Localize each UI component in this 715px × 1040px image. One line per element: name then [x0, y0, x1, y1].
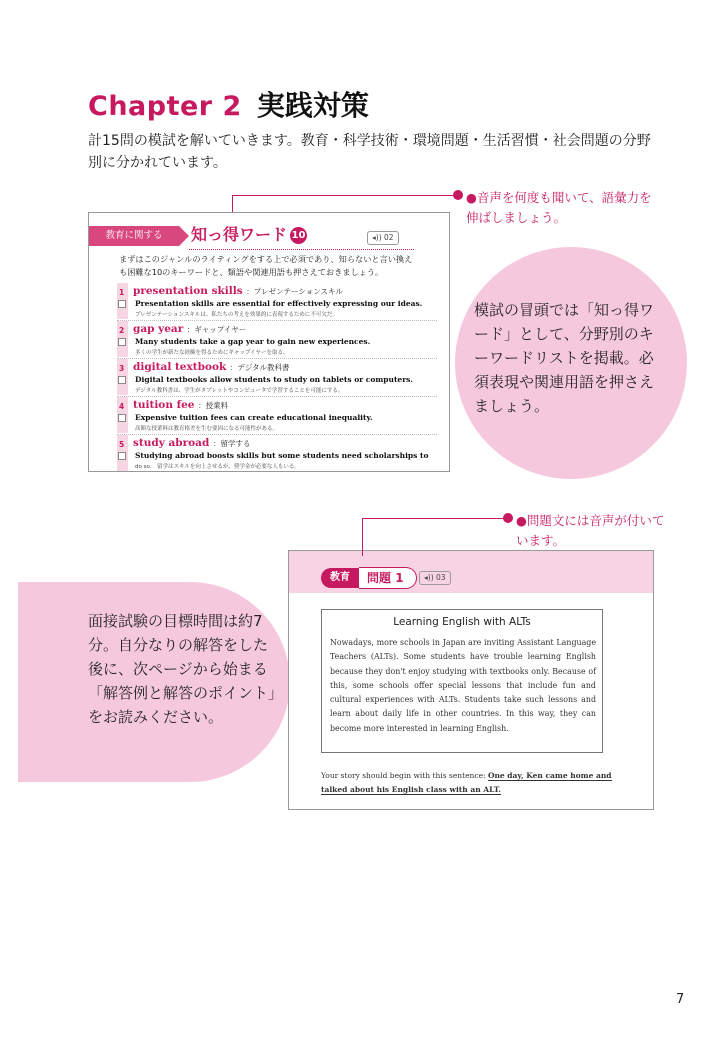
keyword-term [133, 285, 343, 297]
keyword-explanation: 模試の冒頭では「知っ得ワード」として、分野別のキーワードリストを掲載。必須表現や関連用語を押さえましょう。 [474, 301, 655, 415]
keyword-number: 2 [119, 326, 125, 335]
keyword-term-text: tuition fee [133, 399, 195, 411]
audio-track-badge [419, 571, 451, 585]
instruction-prefix: Your story should begin with this sentence: [321, 771, 488, 780]
keyword-heading-text: 知っ得ワード [191, 225, 288, 244]
page-number: 7 [676, 992, 685, 1007]
keyword-example: Studying abroad boosts skills but some students need scholarships to [135, 451, 429, 460]
keyword-translation: 多くの学生が新たな経験を得るためにギャップイヤーを取る。 [135, 350, 289, 356]
keyword-heading [191, 222, 307, 245]
keyword-translation: do so. 留学はスキルを向上させるが、奨学金が必要な人もいる。 [135, 464, 300, 470]
chapter-title-ja: 実践対策 [256, 89, 369, 122]
problem-instruction [321, 769, 621, 797]
keyword-gloss: ：デジタル教科書 [229, 363, 290, 372]
callout-problem-note: ●問題文には音声が付いています。 [516, 513, 665, 548]
audio-track-number: 02 [384, 233, 394, 242]
keyword-number: 1 [119, 288, 125, 297]
keyword-intro-line: まずはこのジャンルのライティングをする上で必須であり、知らないと言い換え [119, 254, 413, 264]
keyword-term [133, 323, 246, 335]
keyword-page-sample [88, 212, 450, 472]
checkbox-icon [118, 338, 126, 346]
keyword-term-text: study abroad [133, 437, 210, 449]
keyword-example: Expensive tuition fees can create educational inequality. [135, 413, 373, 422]
keyword-example: Many students take a gap year to gain new experiences. [135, 337, 371, 346]
keyword-term-text: gap year [133, 323, 184, 335]
problem-number: 1 [395, 571, 404, 585]
keyword-intro [119, 253, 429, 279]
keyword-item [117, 359, 437, 397]
keyword-number-badge: 10 [290, 227, 307, 244]
interview-explanation: 面接試験の目標時間は約7分。自分なりの解答をした後に、次ページから始まる「解答例と解答のポイント」をお読みください。 [88, 612, 276, 726]
audio-track-number: 03 [436, 573, 446, 582]
keyword-example: Digital textbooks allow students to study on tablets or computers. [135, 375, 413, 384]
keyword-intro-line: も困難な10のキーワードと、類語や関連用語も押さえておきましょう。 [119, 267, 384, 277]
passage-body: Nowadays, more schools in Japan are inviting Assistant Language Teachers (ALTs). Some students have trouble learning English because they don't enjoy studying with textbooks only. Because of this, some schools offer special lessons that include fun and cultural experiences with ALTs. Students take such lessons and learn about daily life in other countries. In this way, they can become more interested in learning English. [330, 638, 596, 733]
keyword-gloss: ：プレゼンテーションスキル [246, 287, 343, 296]
keyword-number: 5 [119, 440, 125, 449]
keyword-number: 4 [119, 402, 125, 411]
checkbox-icon [118, 414, 126, 422]
keyword-term [133, 437, 250, 449]
callout-dot-icon [453, 190, 463, 200]
keyword-translation: デジタル教科書は、学生がタブレットやコンピュータで学習することを可能にする。 [135, 388, 344, 394]
chapter-title [88, 84, 369, 124]
callout-dot-icon [503, 513, 513, 523]
callout-audio-note: ●音声を何度も聞いて、語彙力を伸ばしましょう。 [466, 190, 652, 225]
keyword-gloss: ：ギャップイヤー [186, 325, 247, 334]
callout-leader-line [232, 195, 458, 196]
keyword-underline [189, 246, 414, 250]
keyword-term [133, 361, 289, 373]
problem-label [359, 567, 417, 589]
keyword-tab: 教育に関する [89, 226, 179, 246]
keyword-item [117, 397, 437, 435]
audio-track-badge [367, 231, 399, 245]
speaker-icon: ◂)) [424, 573, 437, 582]
checkbox-icon [118, 376, 126, 384]
chapter-title-en: Chapter 2 [88, 91, 242, 122]
keyword-example: Presentation skills are essential for effectively expressing our ideas. [135, 299, 423, 308]
problem-label-text: 問題 [367, 571, 392, 585]
passage-title: Learning English with ALTs [393, 616, 531, 628]
keyword-translation: プレゼンテーションスキルは、私たちの考えを効果的に表現するために不可欠だ。 [135, 312, 338, 318]
checkbox-icon [118, 452, 126, 460]
checkbox-icon [118, 300, 126, 308]
keyword-item [117, 321, 437, 359]
keyword-item [117, 435, 437, 472]
problem-page-sample [288, 550, 654, 810]
keyword-header [89, 221, 449, 251]
keyword-item [117, 283, 437, 321]
problem-passage-box [321, 609, 603, 753]
speaker-icon: ◂)) [372, 233, 385, 242]
keyword-gloss: ：留学する [212, 439, 251, 448]
keyword-term-text: presentation skills [133, 285, 243, 297]
callout-leader-line [362, 518, 506, 519]
chapter-intro: 計15問の模試を解いていきます。教育・科学技術・環境問題・生活習慣・社会問題の分野別に分かれています。 [88, 133, 651, 171]
keyword-number: 3 [119, 364, 125, 373]
keyword-translation: 高額な授業料は教育格差を生む要因になる可能性がある。 [135, 426, 279, 432]
instruction-sentence: One day, Ken came home and talked about his English class with an ALT. [321, 771, 612, 794]
problem-category-tag: 教育 [321, 568, 359, 588]
callout-leader-line [362, 518, 363, 556]
keyword-gloss: ：授業料 [198, 401, 229, 410]
keyword-list [117, 283, 437, 472]
keyword-term [133, 399, 228, 411]
keyword-term-text: digital textbook [133, 361, 227, 373]
